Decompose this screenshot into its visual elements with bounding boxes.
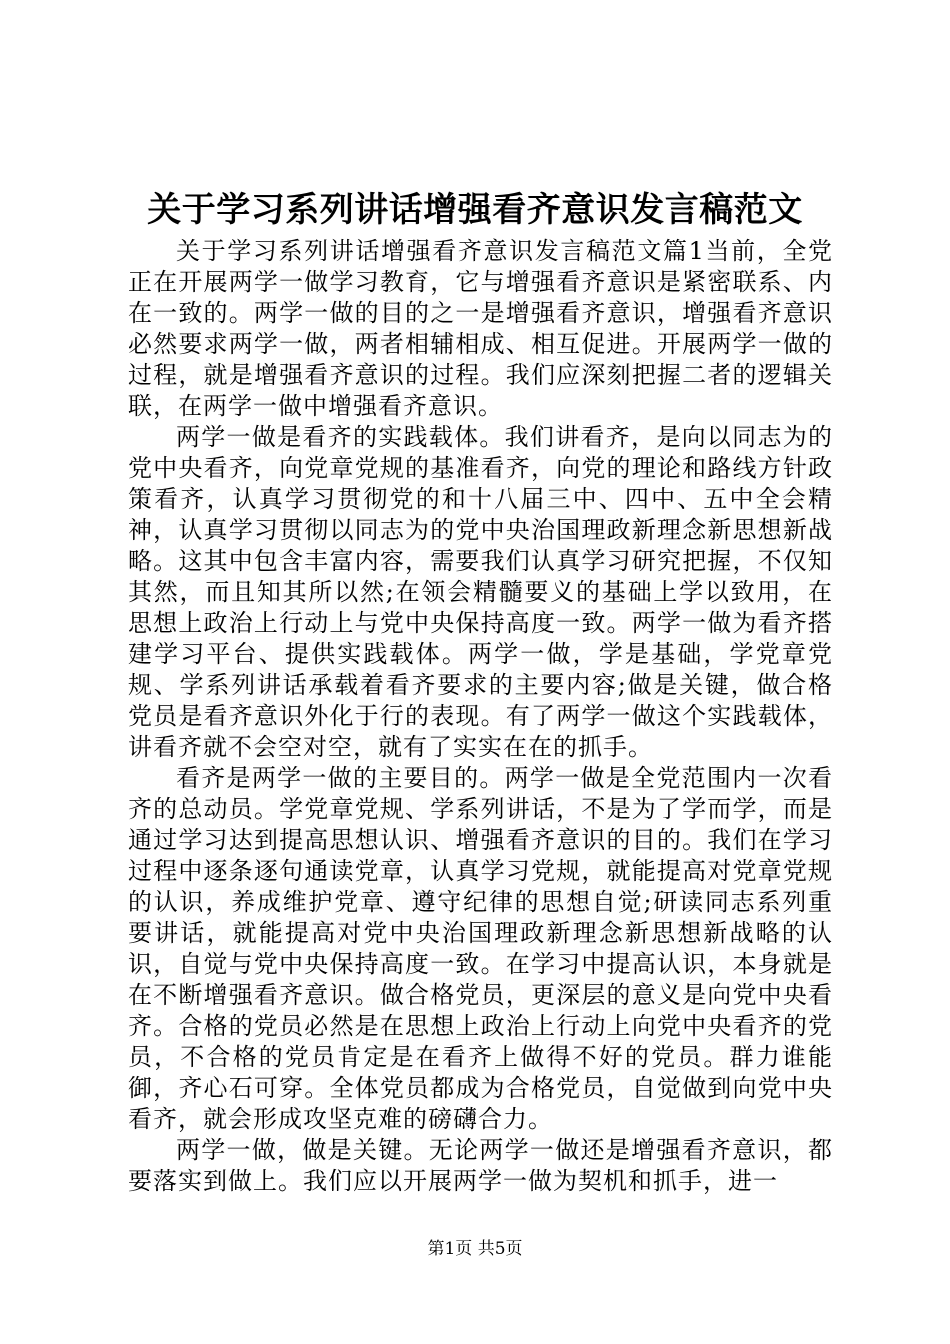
document-title: 关于学习系列讲话增强看齐意识发言稿范文: [147, 190, 803, 230]
paragraph: 看齐是两学一做的主要目的。两学一做是全党范围内一次看齐的总动员。学党章党规、学系列讲话，不是为了学而学，而是通过学习达到提高思想认识、增强看齐意识的目的。我们在学习过程中逐条逐句通读党章，认真学习党规，就能提高对党章党规的认识，养成维护党章、遵守纪律的思想自觉;研读同志系列重要讲话，就能提高对党中央治国理政新理念新思想新战略的认识，自觉与党中央保持高度一致。在学习中提高认识，本身就是在不断增强看齐意识。做合格党员，更深层的意义是向党中央看齐。合格的党员必然是在思想上政治上行动上向党中央看齐的党员，不合格的党员肯定是在看齐上做得不好的党员。群力谁能御，齐心石可穿。全体党员都成为合格党员，自觉做到向党中央看齐，就会形成攻坚克难的磅礴合力。: [128, 764, 833, 1133]
paragraph: 两学一做是看齐的实践载体。我们讲看齐，是向以同志为的党中央看齐，向党章党规的基准看齐，向党的理论和路线方针政策看齐，认真学习贯彻党的和十八届三中、四中、五中全会精神，认真学习贯彻以同志为的党中央治国理政新理念新思想新战略。这其中包含丰富内容，需要我们认真学习研究把握，不仅知其然，而且知其所以然;在领会精髓要义的基础上学以致用，在思想上政治上行动上与党中央保持高度一致。两学一做为看齐搭建学习平台、提供实践载体。两学一做，学是基础，学党章党规、学系列讲话承载着看齐要求的主要内容;做是关键，做合格党员是看齐意识外化于行的表现。有了两学一做这个实践载体，讲看齐就不会空对空，就有了实实在在的抓手。: [128, 423, 833, 761]
paragraph: 关于学习系列讲话增强看齐意识发言稿范文篇1当前，全党正在开展两学一做学习教育，它与增强看齐意识是紧密联系、内在一致的。两学一做的目的之一是增强看齐意识，增强看齐意识必然要求两学一做，两者相辅相成、相互促进。开展两学一做的过程，就是增强看齐意识的过程。我们应深刻把握二者的逻辑关联，在两学一做中增强看齐意识。: [128, 237, 833, 420]
paragraph: 两学一做，做是关键。无论两学一做还是增强看齐意识，都要落实到做上。我们应以开展两学一做为契机和抓手，进一: [128, 1136, 833, 1195]
document-body: [128, 236, 833, 1197]
page-number: 第1页 共5页: [427, 1239, 523, 1259]
